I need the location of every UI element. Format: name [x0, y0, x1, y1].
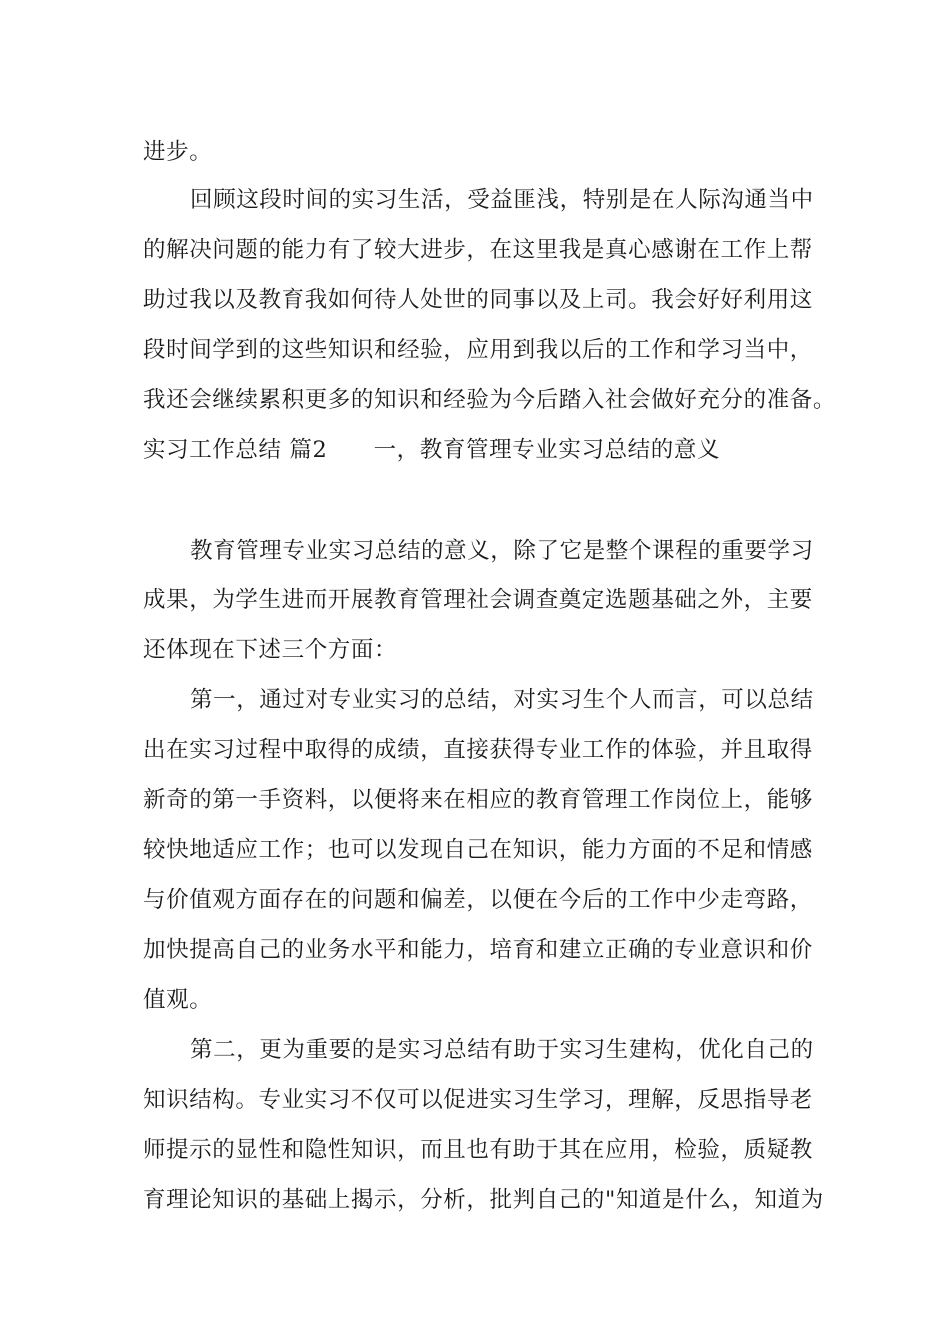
- text-line: 值观。: [143, 987, 213, 1013]
- text-line: 较快地适应工作；也可以发现自己在知识，能力方面的不足和情感: [143, 837, 813, 863]
- paragraph-start-line: 教育管理专业实习总结的意义，除了它是整个课程的重要学习: [190, 538, 814, 564]
- text-line: 成果，为学生进而开展教育管理社会调查奠定选题基础之外，主要: [143, 587, 813, 613]
- text-line: 进步。: [143, 139, 213, 165]
- text-line: 育理论知识的基础上揭示，分析，批判自己的"知道是什么，知道为: [143, 1187, 824, 1213]
- text-line: 与价值观方面存在的问题和偏差，以便在今后的工作中少走弯路，: [143, 887, 813, 913]
- text-line: 我还会继续累积更多的知识和经验为今后踏入社会做好充分的准备。: [143, 387, 837, 413]
- text-line: 的解决问题的能力有了较大进步，在这里我是真心感谢在工作上帮: [143, 237, 813, 263]
- text-line: 还体现在下述三个方面：: [143, 637, 398, 663]
- text-line: 新奇的第一手资料，以便将来在相应的教育管理工作岗位上，能够: [143, 787, 813, 813]
- text-line: 出在实习过程中取得的成绩，直接获得专业工作的体验，并且取得: [143, 737, 813, 763]
- paragraph-start-line: 回顾这段时间的实习生活，受益匪浅，特别是在人际沟通当中: [190, 187, 814, 213]
- text-line: 师提示的显性和隐性知识，而且也有助于其在应用，检验，质疑教: [143, 1137, 813, 1163]
- section-heading: 实习工作总结 篇2 一，教育管理专业实习总结的意义: [143, 437, 721, 463]
- text-line: 助过我以及教育我如何待人处世的同事以及上司。我会好好利用这: [143, 287, 813, 313]
- paragraph-start-line: 第一，通过对专业实习的总结，对实习生个人而言，可以总结: [190, 687, 814, 713]
- text-line: 段时间学到的这些知识和经验，应用到我以后的工作和学习当中，: [143, 337, 813, 363]
- paragraph-start-line: 第二，更为重要的是实习总结有助于实习生建构，优化自己的: [190, 1037, 814, 1063]
- text-line: 加快提高自己的业务水平和能力，培育和建立正确的专业意识和价: [143, 937, 813, 963]
- text-line: 知识结构。专业实习不仅可以促进实习生学习，理解，反思指导老: [143, 1087, 813, 1113]
